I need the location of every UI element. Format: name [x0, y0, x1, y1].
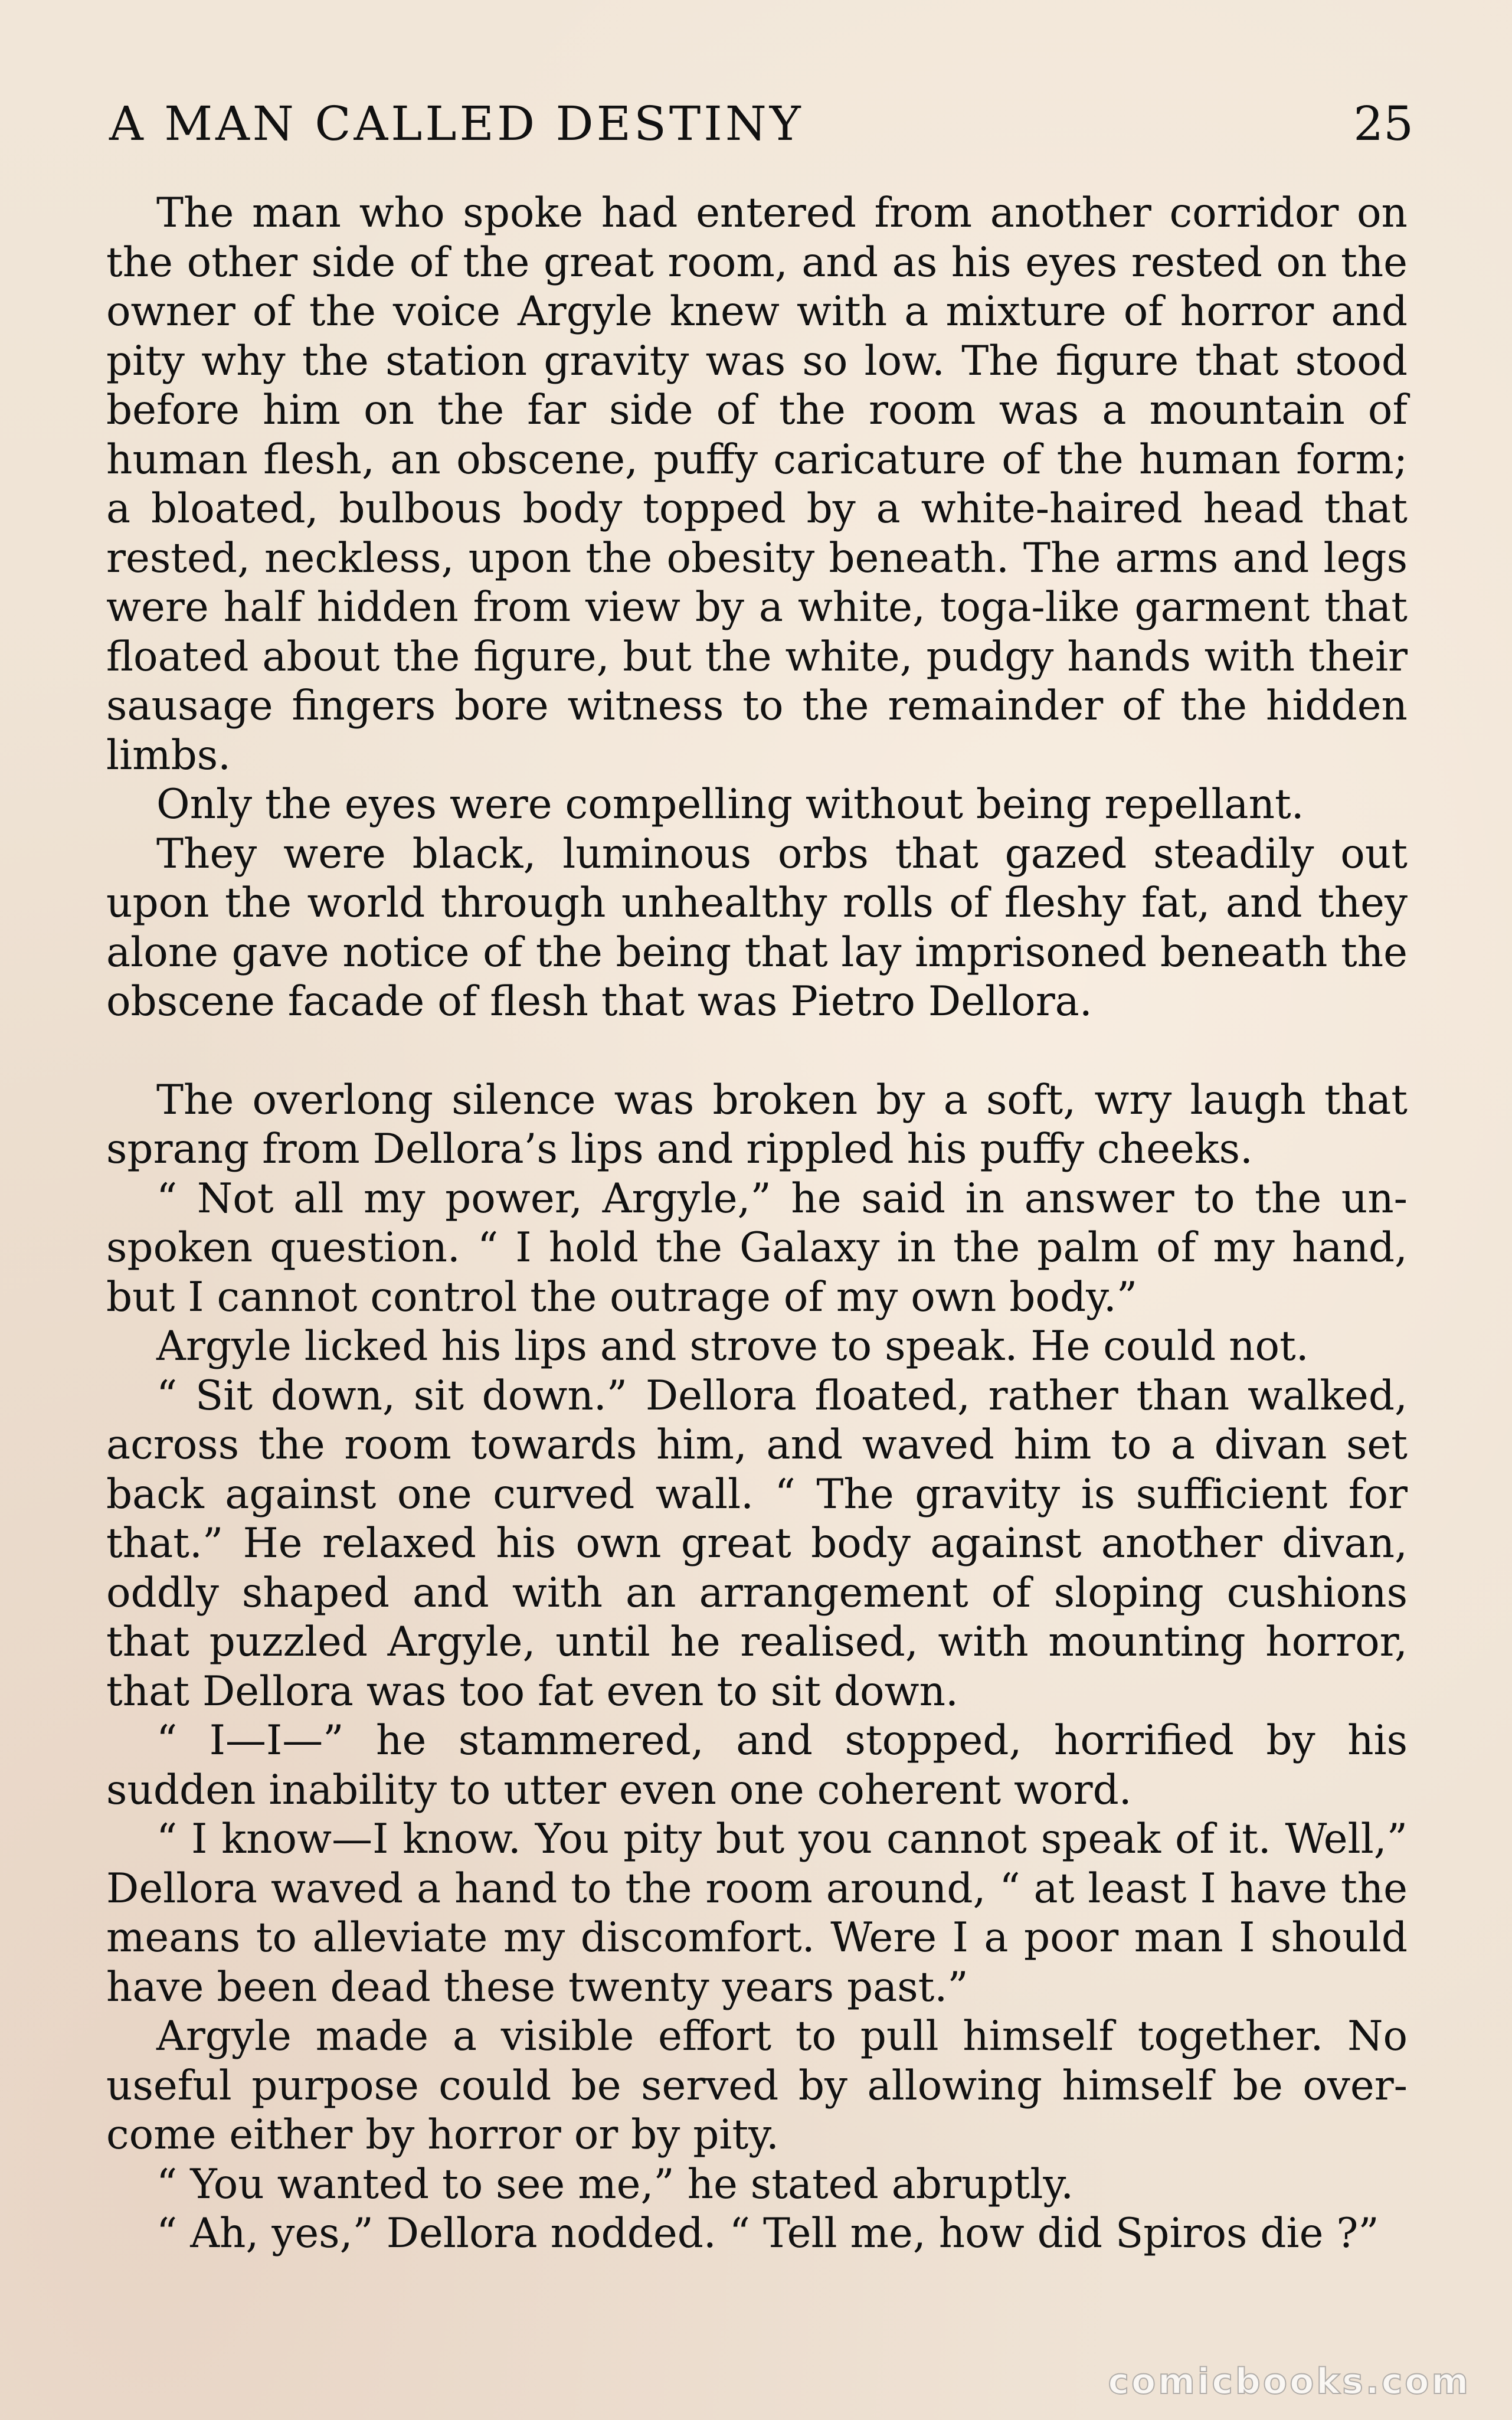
paragraph: They were black, luminous orbs that gazed steadily out upon the world through unhealthy rolls of fleshy fat, and they alone gave notice of the being that lay imprisoned beneath the obscene facade of flesh that was Pietro Dellora. [106, 830, 1408, 1025]
paragraph: Argyle licked his lips and strove to speak. He could not. [156, 1323, 1309, 1370]
section-break [106, 1027, 1408, 1076]
paragraph: “ You wanted to see me,” he stated abruptly. [156, 2160, 1074, 2208]
running-title: A MAN CALLED DESTINY [109, 96, 804, 151]
paragraph: “ Ah, yes,” Dellora nodded. “ Tell me, how did Spiros die ?” [156, 2210, 1379, 2257]
paragraph: “ I—I—” he stammered, and stopped, horrified by his sudden inability to utter even one coherent word. [106, 1717, 1408, 1814]
paragraph: “ I know—I know. You pity but you cannot speak of it. Well,” Dellora waved a hand to the room around, “ at least I have the means to alleviate my discomfort. Were I a poor man I should have been dead these twenty years past.” [106, 1816, 1408, 2011]
body-text [106, 189, 1408, 2259]
paragraph: The man who spoke had entered from another corridor on the other side of the great room, and as his eyes rested on the owner of the voice Argyle knew with a mixture of horror and pity why the station gravity was so low. The figure that stood before him on the far side of the room was a mountain of human flesh, an obscene, puffy caricature of the human form; a bloated, bulbous body topped by a white-haired head that rested, neckless, upon the obesity beneath. The arms and legs were half hidden from view by a white, toga-like garment that floated about the figure, but the white, pudgy hands with their sausage fingers bore witness to the remainder of the hidden limbs. [106, 189, 1408, 779]
paragraph: The overlong silence was broken by a soft, wry laugh that sprang from Dellora’s lips and rippled his puffy cheeks. [106, 1076, 1408, 1173]
watermark: comicbooks.com [1108, 2361, 1471, 2402]
paragraph: Only the eyes were compelling without being repellant. [156, 781, 1304, 828]
paragraph: “ Not all my power, Argyle,” he said in answer to the un-spoken question. “ I hold the Galaxy in the palm of my hand, but I cannot control the outrage of my own body.” [106, 1175, 1408, 1321]
page-number: 25 [1353, 96, 1413, 151]
running-head [109, 89, 1413, 159]
paragraph: Argyle made a visible effort to pull himself together. No useful purpose could be served by allowing himself be over-come either by horror or by pity. [106, 2013, 1408, 2159]
paragraph: “ Sit down, sit down.” Dellora floated, rather than walked, across the room towards him, and waved him to a divan set back against one curved wall. “ The gravity is sufficient for that.” He relaxed his own great body against another divan, oddly shaped and with an arrangement of sloping cushions that puzzled Argyle, until he realised, with mounting horror, that Dellora was too fat even to sit down. [106, 1372, 1408, 1715]
